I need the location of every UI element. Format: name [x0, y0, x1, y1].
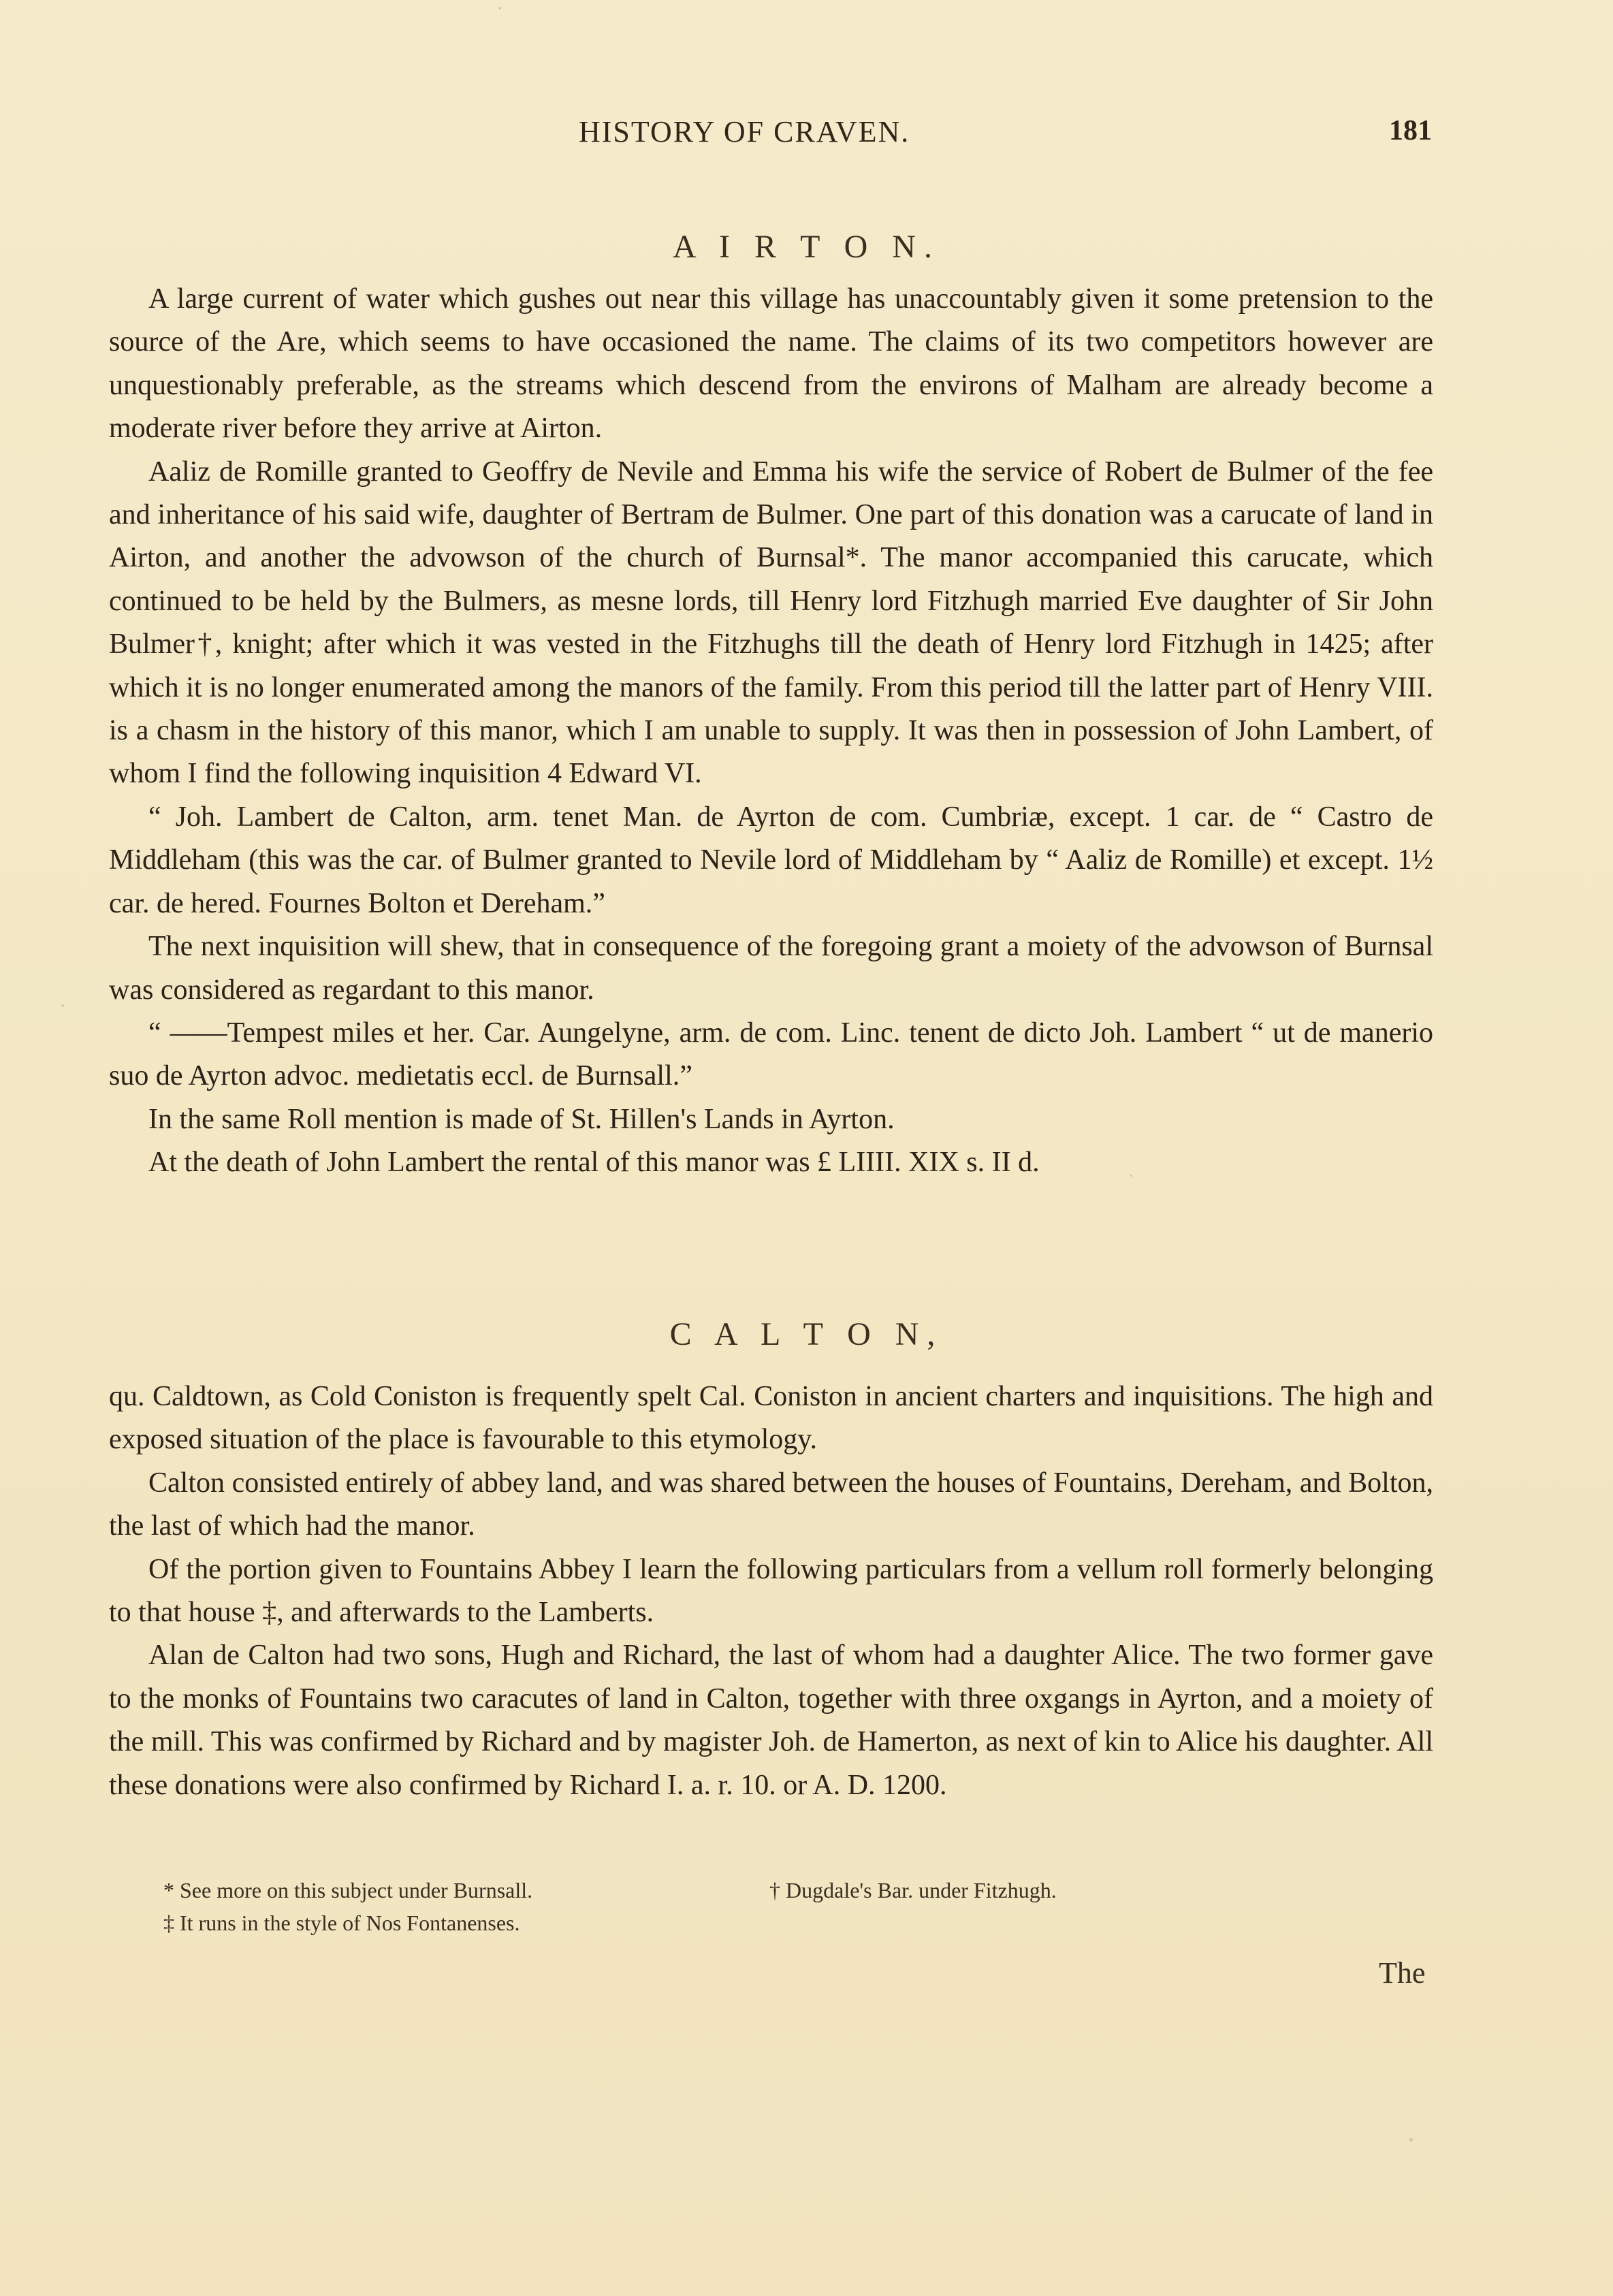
section-title-airton: A I R T O N.	[673, 229, 940, 265]
catchword: The	[1379, 1956, 1426, 1990]
airton-paragraph-5: At the death of John Lambert the rental of this manor was £ LIIII. XIX s. II d.	[148, 1147, 1040, 1179]
page-number: 181	[1389, 115, 1432, 146]
paper-speck	[1409, 2138, 1413, 2141]
calton-text	[109, 1375, 1433, 1807]
footnote-double-dagger: ‡ It runs in the style of Nos Fontanenses.	[163, 1911, 520, 1935]
running-head	[0, 114, 1613, 155]
calton-paragraph-1: qu. Caldtown, as Cold Coniston is frequently spelt Cal. Coniston in ancient charters and inquisitions. The high and exposed situation of the place is favourable to this etymology.	[109, 1381, 1433, 1456]
airton-paragraph-2: Aaliz de Romille granted to Geoffry de Nevile and Emma his wife the service of Robert de Bulmer of the fee and inheritance of his said wife, daughter of Bertram de Bulmer. One part of this donation was a carucate of land in Airton, and another the advowson of the church of Burnsal*. The manor accompanied this carucate, which continued to be held by the Bulmers, as mesne lords, till Henry lord Fitzhugh married Eve daughter of Sir John Bulmer†, knight; after which it was vested in the Fitzhughs till the death of Henry lord Fitzhugh in 1425; after which it is no longer enumerated among the manors of the family. From this period till the latter part of Henry VIII. is a chasm in the history of this manor, which I am unable to supply. It was then in possession of John Lambert, of whom I find the following inquisition 4 Edward VI.	[109, 456, 1433, 790]
calton-paragraph-4: Alan de Calton had two sons, Hugh and Richard, the last of whom had a daughter Alice. The two former gave to the monks of Fountains two caracutes of land in Calton, together with three oxgangs in Ayrton, and a moiety of the mill. This was confirmed by Richard and by magister Joh. de Hamerton, as next of kin to Alice his daughter. All these donations were also confirmed by Richard I. a. r. 10. or A. D. 1200.	[109, 1640, 1433, 1801]
paper-speck	[498, 7, 501, 10]
airton-quote-2: “ ——Tempest miles et her. Car. Aungelyne, arm. de com. Linc. tenent de dicto Joh. Lambert “ ut de manerio suo de Ayrton advoc. medietatis eccl. de Burnsall.”	[109, 1017, 1433, 1092]
calton-paragraph-3: Of the portion given to Fountains Abbey I learn the following particulars from a vellum roll formerly belonging to that house ‡, and afterwards to the Lamberts.	[109, 1553, 1433, 1629]
paper-speck	[61, 1004, 64, 1007]
running-title: HISTORY OF CRAVEN.	[579, 115, 910, 148]
airton-quote-1: “ Joh. Lambert de Calton, arm. tenet Man. de Ayrton de com. Cumbriæ, except. 1 car. de “ Castro de Middleham (this was the car. of Bulmer granted to Nevile lord of Middleham by “ Aaliz de Romille) et except. 1½ car. de hered. Fournes Bolton et Dereham.”	[109, 801, 1433, 919]
airton-text	[109, 278, 1433, 1185]
footnote-star: * See more on this subject under Burnsall.	[163, 1878, 533, 1902]
airton-paragraph-3: The next inquisition will shew, that in consequence of the foregoing grant a moiety of the advowson of Burnsal was considered as regardant to this manor.	[109, 931, 1433, 1006]
airton-paragraph-1: A large current of water which gushes out near this village has unaccountably given it some pretension to the source of the Are, which seems to have occasioned the name. The claims of its two competitors however are unquestionably preferable, as the streams which descend from the environs of Malham are already become a moderate river before they arrive at Airton.	[109, 283, 1433, 445]
calton-paragraph-2: Calton consisted entirely of abbey land, and was shared between the houses of Fountains, Dereham, and Bolton, the last of which had the manor.	[109, 1467, 1433, 1542]
paper-speck	[1130, 1175, 1132, 1177]
airton-paragraph-4: In the same Roll mention is made of St. Hillen's Lands in Ayrton.	[148, 1103, 895, 1135]
footnote-dagger: † Dugdale's Bar. under Fitzhugh.	[769, 1878, 1057, 1902]
section-title-calton: C A L T O N,	[669, 1316, 944, 1352]
